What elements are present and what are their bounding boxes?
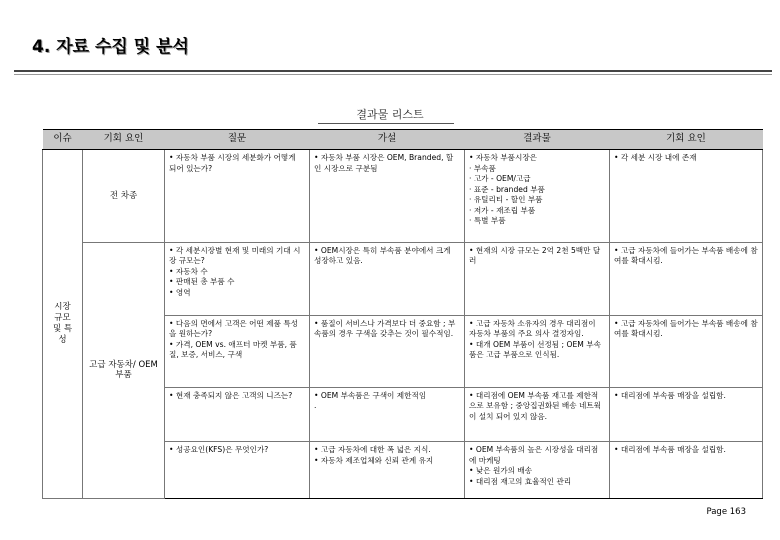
opportunity-cell: • 고급 자동차에 들어가는 부속품 배송에 참여를 확대시킴.: [610, 315, 763, 387]
table-caption: 결과물 리스트: [356, 108, 424, 121]
opportunity-cell: • 대리점에 부속품 매장을 설립함.: [610, 387, 763, 442]
result-cell: • OEM 부속품의 높은 시장성을 대리점에 마케팅 • 낮은 원가의 배송 • 대리점 재고의 효율적인 관리: [465, 442, 610, 499]
opportunity-cell: • 각 세분 시장 내에 존재: [610, 150, 763, 243]
page-number: Page 163: [706, 507, 746, 517]
hypothesis-cell: • 자동차 부품 시장은 OEM, Branded, 할인 시장으로 구분됨: [310, 150, 465, 243]
question-cell: • 자동차 부품 시장의 세분화가 어떻게 되어 있는가?: [165, 150, 310, 243]
issue-cell: 시장 규모 및 특성: [43, 150, 83, 499]
result-cell: • 대리점에 OEM 부속품 재고를 제한적으로 보유함 ; 중앙집권화된 배송 네트웍이 설치 되어 있지 않음.: [465, 387, 610, 442]
header-issue: 이슈: [43, 130, 83, 150]
page-title: 4. 자료 수집 및 분석: [32, 37, 189, 57]
hypothesis-cell: • OEM시장은 특히 부속품 분야에서 크게 성장하고 있음.: [310, 242, 465, 315]
opportunity-group-cell: 전 차종: [83, 150, 165, 243]
question-cell: • 성공요인(KFS)은 무엇인가?: [165, 442, 310, 499]
result-cell: • 자동차 부품시장은 · 부속품 · 고가 - OEM/고급 · 표준 - branded 부품 · 유틸리티 - 할인 부품 · 저가 - 재조립 부품 · 특별 부품: [465, 150, 610, 243]
header-result: 결과물: [465, 130, 610, 150]
title-divider-thin: [14, 74, 772, 75]
hypothesis-cell: • 품질이 서비스나 가격보다 더 중요함 ; 부속품의 경우 구색을 갖추는 것이 필수적임.: [310, 315, 465, 387]
question-cell: • 다음의 면에서 고객은 어떤 제품 특성을 원하는가? • 가격, OEM vs. 애프터 마켓 부품, 품질, 보증, 서비스, 구색: [165, 315, 310, 387]
header-question: 질문: [165, 130, 310, 150]
hypothesis-cell: • 고급 자동차에 대한 폭 넓은 지식. • 자동차 제조업체와 신뢰 관계 유지: [310, 442, 465, 499]
caption-underline: [318, 123, 454, 124]
hypothesis-cell: • OEM 부속품은 구색이 제한적임 .: [310, 387, 465, 442]
table-row: [43, 150, 763, 243]
result-cell: • 고급 자동차 소유자의 경우 대리점이 자동차 부품의 주요 의사 결정자임. • 대개 OEM 부품이 선정됨 ; OEM 부속품은 고급 부품으로 인식됨.: [465, 315, 610, 387]
question-cell: • 각 세분시장별 현재 및 미래의 기대 시장 규모는? • 자동차 수 • 판매된 총 부품 수 • 영역: [165, 242, 310, 315]
result-cell: • 현재의 시장 규모는 2억 2천 5백만 달러: [465, 242, 610, 315]
opportunity-cell: • 고급 자동차에 들어가는 부속품 배송에 참여를 확대시킴.: [610, 242, 763, 315]
title-divider: [14, 70, 772, 72]
opportunity-cell: • 대리점에 부속품 매장을 설립함.: [610, 442, 763, 499]
header-hypothesis: 가설: [310, 130, 465, 150]
header-opportunity: 기회 요인: [610, 130, 763, 150]
results-table: [42, 129, 763, 499]
header-opportunity-factor: 기회 요인: [83, 130, 165, 150]
question-cell: • 현재 충족되지 않은 고객의 니즈는?: [165, 387, 310, 442]
table-row: [43, 242, 763, 315]
opportunity-group-cell: 고급 자동차/ OEM부품: [83, 242, 165, 498]
table-header-row: [43, 130, 763, 150]
